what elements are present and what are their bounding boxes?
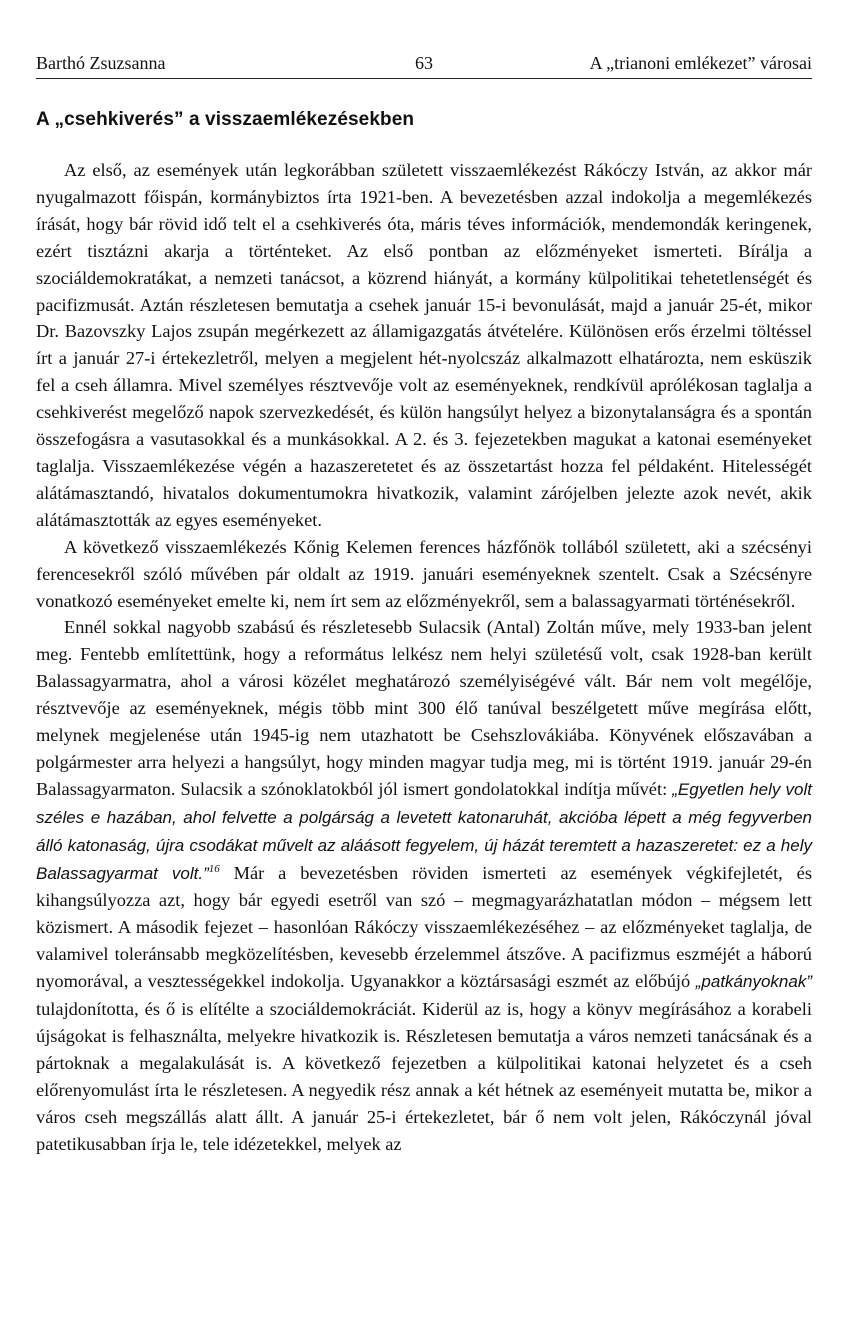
body-text [36,157,812,1158]
paragraph-3-end: tulajdonította, és ő is elítélte a szociáldemokráciát. Kiderül az is, hogy a könyv megírásához a korabeli újságokat is felhasználta, melyekre hivatkozik is. Részletesen bemutatja a város nemzeti tanácsának és a pártoknak a megalakulását is. A következő fejezetben a külpolitikai katonai helyzetet és a cseh előrenyomulást írta le részletesen. A negyedik rész annak a két hétnek az eseményeit mutatta be, mikor a város cseh megszállás alatt állt. A január 25-i értekezletet, bár ő nem volt jelen, Rákóczynál jóval patetikusabban írja le, tele idézetekkel, melyek az [36,999,812,1154]
header-running-title: A „trianoni emlékezet” városai [589,53,812,73]
running-head [36,50,812,79]
paragraph-3-middle: Már a bevezetésben röviden ismerteti az események végkifejletét, és kihangsúlyozza azt, hogy bár egyedi esetről van szó – megmagyarázhatatlan módon – mégsem lett közismert. A második fejezet – hasonlóan Rákóczy visszaemlékezéséhez – az előzményeket taglalja, de valamivel toleránsabb megközelítésben, kevesebb érzelemmel átszőve. A pacifizmus eszméjét a háború nyomorával, a vesztességekkel indokolja. Ugyanakkor a köztársasági eszmét az előbújó [36,862,812,992]
paragraph-3 [36,614,812,1157]
emphasized-term: „patkányoknak” [695,972,812,992]
section-title: A „csehkiverés” a visszaemlékezésekben [36,109,415,130]
paragraph-1: Az első, az események után legkorábban született visszaemlékezést Rákóczy István, az akkor már nyugalmazott főispán, kormánybiztos írta 1921-ben. A bevezetésben azzal indokolja a megemlékezés írását, hogy bár rövid idő telt el a csehkiverés óta, máris téves információk, mendemondák keringenek, ezért tisztázni akarja a történteket. Az első pontban az előzményeket ismerteti. Bírálja a szociáldemokratákat, a nemzeti tanácsot, a közrend hiányát, a kormány külpolitikai tehetetlenségét és pacifizmusát. Aztán részletesen bemutatja a csehek január 15-i bevonulását, majd a január 25-ét, mikor Dr. Bazovszky Lajos zsupán megérkezett az államigazgatás átvételére. Különösen erős érzelmi töltéssel írt a január 27-i értekezletről, melyen a megjelent hét-nyolcszáz alkalmazott elhatározta, nem esküszik fel a cseh államra. Mivel személyes résztvevője volt az eseményeknek, rendkívül aprólékosan taglalja a csehkiverést megelőző napok szervezkedését, és külön hangsúlyt helyez a bizonytalanságra és a spontán összefogásra a vasutasokkal és a munkásokkal. A 2. és 3. fejezetekben magukat a katonai eseményeket taglalja. Visszaemlékezése végén a hazaszeretetet és az összetartást hozza fel példaként. Hitelességét alátámasztandó, hivatalos dokumentumokra hivatkozik, valamint zárójelben jelezte azok nevét, akik alátámasztották az egyes eseményeket. [36,160,812,530]
paragraph-2: A következő visszaemlékezés Kőnig Kelemen ferences házfőnök tollából született, aki a szécsényi ferencesekről szóló művében pár oldalt az 1919. januári eseményeknek szentelt. Csak a Szécsényre vonatkozó eseményeket emelte ki, nem írt sem az előzményekről, sem a balassagyarmati történésekről. [36,536,812,611]
footnote-marker: 16 [208,862,220,875]
sulacsik-quote: „Egyetlen hely volt széles e hazában, ahol felvette a polgárság a levetett katonaruhát, akcióba lépett a még fegyverben álló katonaság, újra csodákat művelt az aláásott fegyelem, új házát teremtett a hazaszeretet: ez a hely Balassagyarmat volt.” [36,779,813,883]
header-author: Barthó Zsuzsanna [36,53,166,73]
page [36,50,812,1158]
paragraph-3-start: Ennél sokkal nagyobb szabású és részletesebb Sulacsik (Antal) Zoltán műve, mely 1933-ban jelent meg. Fentebb említettünk, hogy a református lelkész nem helyi születésű volt, csak 1928-ban került Balassagyarmatra, ahol a városi közélet meghatározó személyiségévé vált. Bár nem volt megélője, résztvevője az eseményeknek, mégis több mint 300 élő tanúval beszélgetett műve megírása előtt, melynek megjelenése után 1945-ig nem utazhatott be Csehszlovákiába. Könyvének előszavában a polgármester arra helyezi a hangsúlyt, hogy minden magyar tudja meg, mi is történt 1919. január 29-én Balassagyarmaton. Sulacsik a szónoklatokból jól ismert gondolatokkal indítja művét: [36,617,812,799]
page-number: 63 [415,53,433,73]
